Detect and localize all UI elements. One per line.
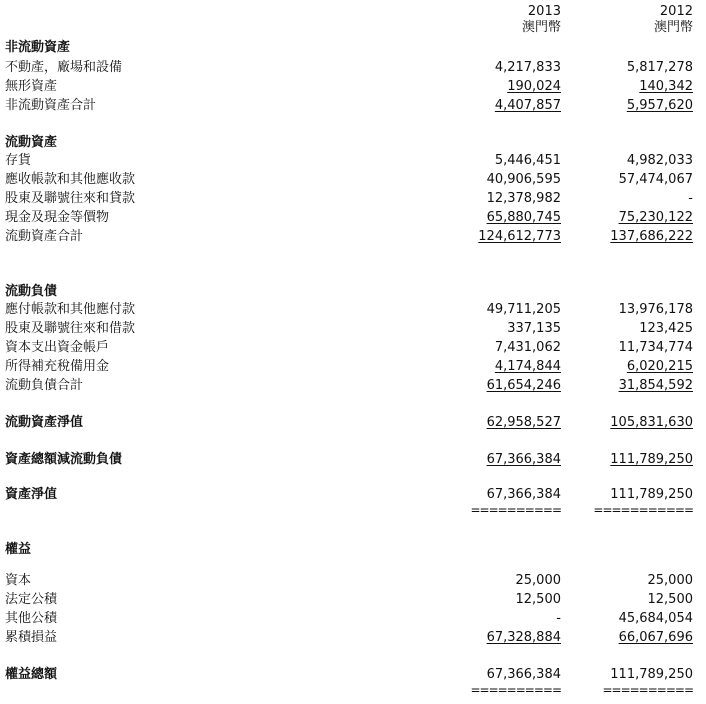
value-2013: - [556, 611, 561, 626]
value-2013: 67,328,884 [486, 630, 561, 645]
statement-row [0, 208, 706, 227]
year-2012-label: 2012 [659, 4, 693, 19]
value-2013: 40,906,595 [486, 172, 561, 187]
row-label: 流動負債合計 [5, 378, 84, 393]
row-label: 流動負債 [5, 284, 58, 299]
value-2013: 190,024 [507, 79, 561, 94]
value-2012: 25,000 [647, 573, 693, 588]
value-2012: 66,067,696 [618, 630, 693, 645]
row-label: 流動資產 [5, 135, 58, 150]
statement-row [0, 665, 706, 684]
value-2013: 124,612,773 [478, 229, 561, 244]
row-label: 資產淨值 [5, 487, 58, 502]
row-label: 應付帳款和其他應付款 [5, 302, 136, 317]
statement-row [0, 227, 706, 246]
value-2013: 12,500 [515, 592, 561, 607]
row-label: 法定公積 [5, 592, 58, 607]
statement-row [0, 590, 706, 609]
value-2012: 4,982,033 [626, 153, 693, 168]
currency-2012-label: 澳門幣 [653, 20, 693, 35]
value-2012: 111,789,250 [610, 452, 693, 467]
statement-row [0, 96, 706, 115]
statement-row [0, 357, 706, 376]
row-label: 股東及聯號往來和貸款 [5, 191, 136, 206]
double-underline-2012: =========== [593, 503, 693, 517]
statement-row [0, 450, 706, 469]
column-header-2012 [573, 4, 693, 36]
value-2012: 31,854,592 [618, 378, 693, 393]
currency-2013-label: 澳門幣 [521, 20, 561, 35]
statement-row [0, 300, 706, 319]
row-label: 資本 [5, 573, 32, 588]
double-underline-2012: ========== [602, 683, 693, 697]
statement-row [0, 38, 706, 57]
row-label: 應收帳款和其他應收款 [5, 172, 136, 187]
value-2012: 123,425 [639, 321, 693, 336]
row-label: 資本支出資金帳戶 [5, 340, 110, 355]
value-2013: 4,217,833 [494, 60, 561, 75]
row-label: 權益總額 [5, 667, 58, 682]
statement-row [0, 376, 706, 395]
row-label: 流動資產合計 [5, 229, 84, 244]
row-label: 現金及現金等價物 [5, 210, 110, 225]
statement-row [0, 338, 706, 357]
value-2012: 5,817,278 [626, 60, 693, 75]
row-label: 其他公積 [5, 611, 58, 626]
value-2012: 111,789,250 [610, 667, 693, 682]
value-2013: 4,174,844 [494, 359, 561, 374]
row-label: 存貨 [5, 153, 32, 168]
statement-row [0, 571, 706, 590]
value-2013: 337,135 [507, 321, 561, 336]
statement-row [0, 77, 706, 96]
year-2013-label: 2013 [527, 4, 561, 19]
value-2012: 105,831,630 [610, 415, 693, 430]
row-label: 非流動資產 [5, 40, 71, 55]
value-2012: 57,474,067 [618, 172, 693, 187]
statement-row [0, 58, 706, 77]
statement-row [0, 505, 706, 524]
value-2012: 137,686,222 [610, 229, 693, 244]
row-label: 流動資產淨值 [5, 415, 84, 430]
value-2012: - [688, 191, 693, 206]
double-underline-2013: ========== [470, 503, 561, 517]
statement-row [0, 170, 706, 189]
statement-row [0, 133, 706, 152]
row-label: 所得補充稅備用金 [5, 359, 110, 374]
statement-row [0, 413, 706, 432]
value-2013: 61,654,246 [486, 378, 561, 393]
value-2012: 140,342 [639, 79, 693, 94]
value-2012: 12,500 [647, 592, 693, 607]
value-2013: 67,366,384 [486, 487, 561, 502]
statement-row [0, 485, 706, 504]
statement-row [0, 685, 706, 704]
value-2013: 67,366,384 [486, 667, 561, 682]
value-2012: 111,789,250 [610, 487, 693, 502]
double-underline-2013: ========== [470, 683, 561, 697]
value-2012: 75,230,122 [618, 210, 693, 225]
statement-row [0, 609, 706, 628]
statement-row [0, 151, 706, 170]
value-2012: 45,684,054 [618, 611, 693, 626]
statement-row [0, 319, 706, 338]
statement-row [0, 282, 706, 301]
value-2012: 6,020,215 [626, 359, 693, 374]
value-2013: 5,446,451 [494, 153, 561, 168]
value-2013: 65,880,745 [486, 210, 561, 225]
value-2012: 11,734,774 [618, 340, 693, 355]
value-2012: 13,976,178 [618, 302, 693, 317]
value-2013: 4,407,857 [494, 98, 561, 113]
statement-row [0, 628, 706, 647]
value-2013: 7,431,062 [494, 340, 561, 355]
statement-row [0, 540, 706, 559]
value-2012: 5,957,620 [626, 98, 693, 113]
row-label: 非流動資產合計 [5, 98, 97, 113]
row-label: 資產總額減流動負債 [5, 452, 123, 467]
statement-row [0, 189, 706, 208]
row-label: 累積損益 [5, 630, 58, 645]
row-label: 股東及聯號往來和借款 [5, 321, 136, 336]
value-2013: 49,711,205 [486, 302, 561, 317]
value-2013: 62,958,527 [486, 415, 561, 430]
column-header-2013 [441, 4, 561, 36]
value-2013: 25,000 [515, 573, 561, 588]
value-2013: 67,366,384 [486, 452, 561, 467]
row-label: 不動產，廠場和設備 [5, 60, 123, 75]
row-label: 權益 [5, 542, 32, 557]
value-2013: 12,378,982 [486, 191, 561, 206]
row-label: 無形資產 [5, 79, 58, 94]
